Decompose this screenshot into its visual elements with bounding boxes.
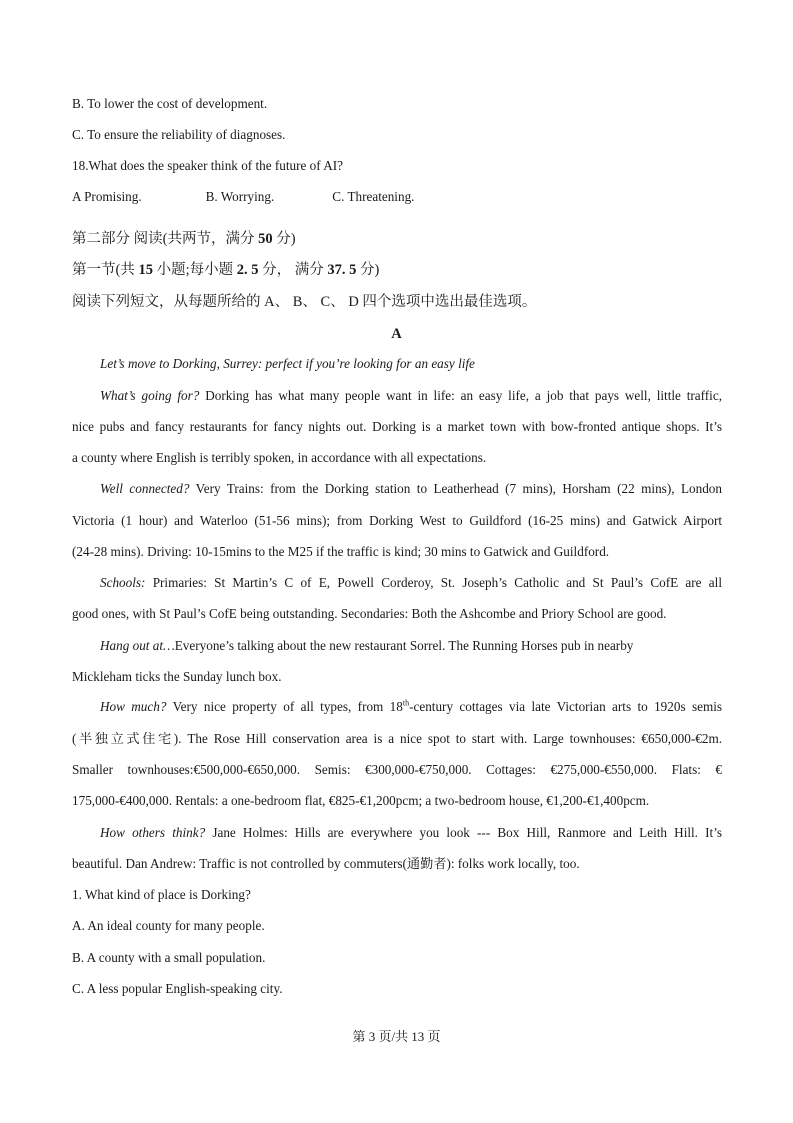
section-one-title: 第一节(共 15 小题;每小题 2. 5 分， 满分 37. 5 分) — [72, 262, 380, 278]
paragraph-2-line-1: Well connected? Very Trains: from the Dorking station to Leatherhead (7 mins), Horsham (22 mins), London — [100, 481, 722, 496]
paragraph-label: Well connected? — [100, 481, 190, 496]
paragraph-5-line-4: 175,000-€400,000. Rentals: a one-bedroom flat, €825-€1,200pcm; a two-bedroom house, €1,200-€1,400pcm. — [72, 793, 650, 808]
paragraph-2-line-2: Victoria (1 hour) and Waterloo (51-56 mins); from Dorking West to Guildford (16-25 mins) and Gatwick Airport — [72, 513, 722, 528]
option-18a: A Promising. — [72, 189, 142, 204]
paragraph-1-line-2: nice pubs and fancy restaurants for fancy nights out. Dorking is a market town with bow-fronted antique shops. It’s — [72, 419, 722, 434]
page-number: 第 3 页/共 13 页 — [352, 1029, 441, 1044]
paragraph-5-line-2: (半独立式住宅). The Rose Hill conservation area is a nice spot to start with. Large townhouses: €650,000-€2m. — [72, 731, 722, 746]
passage-headline: Let’s move to Dorking, Surrey: perfect if you’re looking for an easy life — [100, 356, 475, 371]
option-17b: B. To lower the cost of development. — [72, 96, 268, 111]
paragraph-6-line-2: beautiful. Dan Andrew: Traffic is not controlled by commuters(通勤者): folks work locally, too. — [72, 856, 580, 871]
paragraph-1-line-3: a county where English is terribly spoken, in accordance with all expectations. — [72, 450, 487, 465]
paragraph-6-line-1: How others think? Jane Holmes: Hills are everywhere you look --- Box Hill, Ranmore and Leith Hill. It’s — [100, 825, 722, 840]
paragraph-label: How much? — [100, 699, 167, 714]
option-1c: C. A less popular English-speaking city. — [72, 981, 283, 996]
passage-letter: A — [391, 326, 402, 342]
instruction: 阅读下列短文，从每题所给的 A、 B、 C、 D 四个选项中选出最佳选项。 — [72, 294, 537, 310]
option-1b: B. A county with a small population. — [72, 950, 266, 965]
paragraph-label: What’s going for? — [100, 388, 200, 403]
part-two-title: 第二部分 阅读(共两节，满分 50 分) — [72, 231, 296, 247]
paragraph-label: How others think? — [100, 825, 206, 840]
paragraph-3-line-1: Schools: Primaries: St Martin’s C of E, Powell Corderoy, St. Joseph’s Catholic and St Paul’s CofE are all — [100, 575, 722, 590]
option-1a: A. An ideal county for many people. — [72, 918, 265, 933]
paragraph-5-line-3: Smaller townhouses:€500,000-€650,000. Semis: €300,000-€750,000. Cottages: €275,000-€550,000. Flats: € — [72, 762, 722, 777]
question-18: 18.What does the speaker think of the future of AI? — [72, 158, 343, 173]
paragraph-label: Hang out at… — [100, 638, 175, 653]
paragraph-3-line-2: good ones, with St Paul’s CofE being outstanding. Secondaries: Both the Ashcombe and Priory School are good. — [72, 606, 667, 621]
paragraph-4-line-2: Mickleham ticks the Sunday lunch box. — [72, 669, 282, 684]
option-18b: B. Worrying. — [205, 189, 275, 204]
option-17c: C. To ensure the reliability of diagnoses. — [72, 127, 286, 142]
paragraph-label: Schools: — [100, 575, 146, 590]
question-18-options — [72, 188, 722, 206]
paragraph-1-line-1: What’s going for? Dorking has what many people want in life: an easy life, a job that pays well, little traffic, — [100, 388, 722, 403]
paragraph-4-line-1: Hang out at…Everyone’s talking about the new restaurant Sorrel. The Running Horses pub in nearby — [100, 638, 634, 653]
option-18c: C. Threatening. — [332, 189, 415, 204]
paragraph-2-line-3: (24-28 mins). Driving: 10-15mins to the M25 if the traffic is kind; 30 mins to Gatwick and Guildford. — [72, 544, 610, 559]
question-1: 1. What kind of place is Dorking? — [72, 887, 251, 902]
paragraph-5-line-1: How much? Very nice property of all types, from 18th-century cottages via late Victorian arts to 1920s semis — [100, 698, 723, 714]
